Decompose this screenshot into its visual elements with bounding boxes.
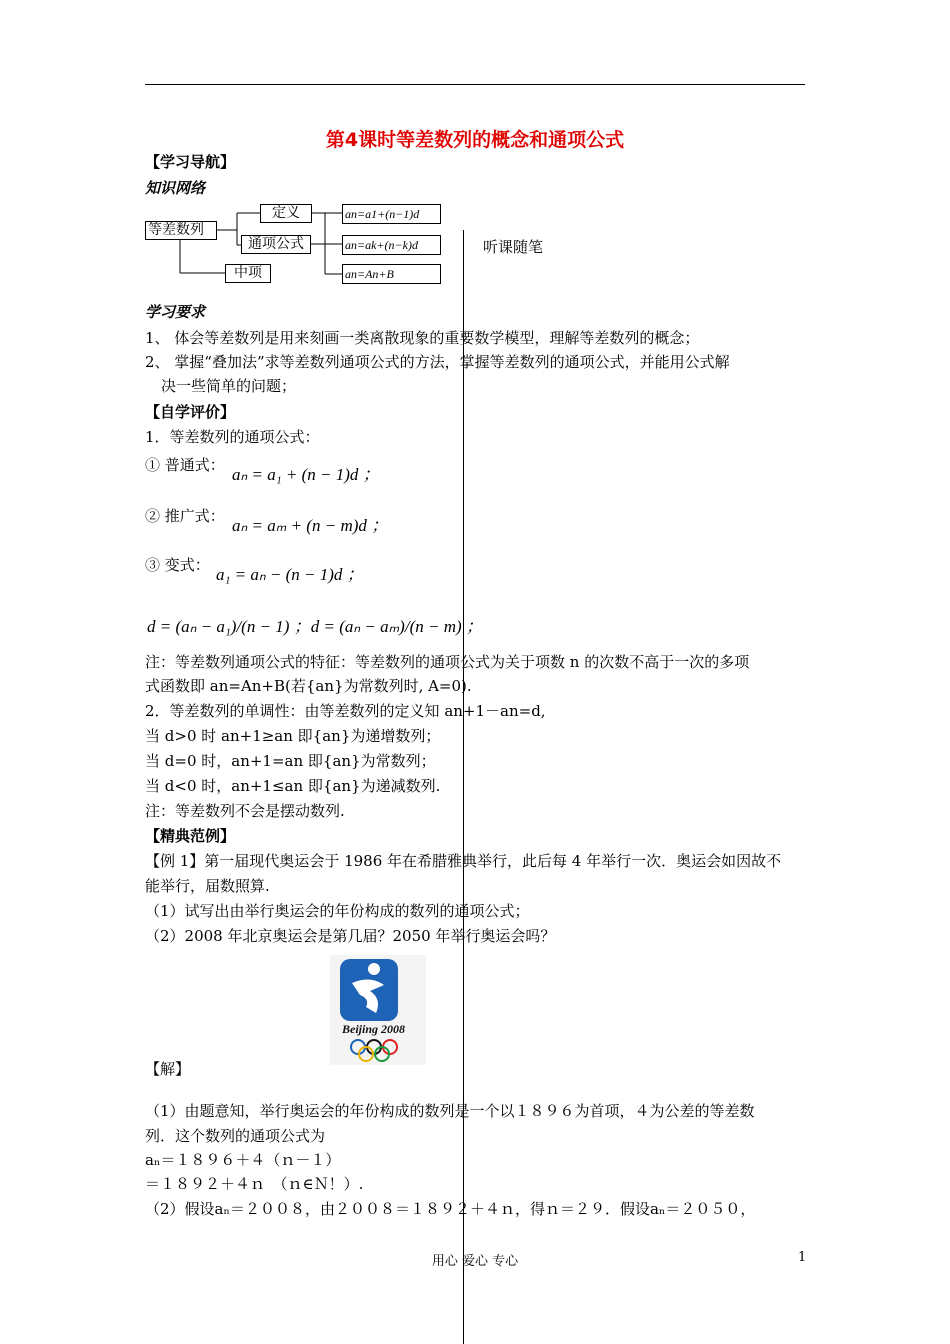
form-general-label: ① 普通式：: [145, 456, 225, 474]
requirement-2: 2、 掌握“叠加法”求等差数列通项公式的方法，掌握等差数列的通项公式，并能用公式解: [145, 353, 730, 371]
example-1-question-1: （1）试写出由举行奥运会的年份构成的数列的通项公式；: [145, 902, 530, 920]
margin-divider: [463, 230, 464, 1344]
diagram-node-root: 等差数列: [145, 221, 217, 240]
side-note-label: 听课随笔: [483, 238, 544, 256]
monotone-increasing: 当 d>0 时 an+1≥an 即{an}为递增数列；: [145, 727, 441, 745]
example-1-question-2: （2）2008 年北京奥运会是第几届？2050 年举行奥运会吗？: [145, 927, 556, 945]
note-1-line-1: 注：等差数列通项公式的特征：等差数列的通项公式为关于项数 n 的次数不高于一次的多项: [145, 653, 750, 671]
point-1-heading: 1．等差数列的通项公式：: [145, 428, 320, 446]
solution-1-line-1: （1）由题意知，举行奥运会的年份构成的数列是一个以１８９６为首项，４为公差的等差数: [145, 1102, 755, 1120]
beijing-2008-logo: [330, 955, 426, 1065]
header-rule: [145, 84, 805, 85]
monotone-decreasing: 当 d<0 时，an+1≤an 即{an}为递减数列.: [145, 777, 441, 795]
diagram-node-formula: 通项公式: [241, 235, 311, 254]
form-variant-equation: a₁ = aₙ − (n − 1)d ；: [216, 565, 364, 584]
requirement-1: 1、 体会等差数列是用来刻画一类离散现象的重要数学模型，理解等差数列的概念；: [145, 329, 700, 347]
form-extended-label: ② 推广式：: [145, 507, 225, 525]
requirement-2-cont: 决一些简单的问题；: [161, 377, 297, 395]
monotone-constant: 当 d=0 时，an+1=an 即{an}为常数列；: [145, 752, 436, 770]
form-general-equation: aₙ = a₁ + (n − 1)d ；: [232, 465, 380, 484]
section-heading-examples: 【精典范例】: [145, 827, 236, 845]
example-1-line-1: 【例 1】第一届现代奥运会于 1986 年在希腊雅典举行，此后每 4 年举行一次．奥运会如因故不: [145, 852, 782, 870]
diagram-node-middle-term: 中项: [225, 264, 271, 283]
form-extended-equation: aₙ = aₘ + (n − m)d ；: [232, 516, 389, 535]
section-heading-self-eval: 【自学评价】: [145, 403, 236, 421]
solution-1-formula-1: aₙ＝１８９６＋４（ｎ－１）: [145, 1151, 341, 1169]
note-2: 注：等差数列不会是摆动数列.: [145, 802, 345, 820]
note-1-line-2: 式函数即 an=An+B(若{an}为常数列时, A=0).: [145, 677, 472, 695]
page-title: 第4课时等差数列的概念和通项公式: [325, 129, 625, 151]
solution-1-line-2: 列．这个数列的通项公式为: [145, 1127, 326, 1145]
diagram-node-definition: 定义: [260, 204, 312, 223]
form-variant-label: ③ 变式：: [145, 556, 210, 574]
svg-text:Beijing 2008: Beijing 2008: [342, 1022, 406, 1036]
section-heading-requirements: 学习要求: [145, 303, 206, 321]
diagram-formula-2: an=ak+(n−k)d: [342, 235, 441, 255]
page-number: 1: [798, 1250, 807, 1265]
diagram-formula-3: an=An+B: [342, 264, 441, 284]
point-2-heading: 2．等差数列的单调性：由等差数列的定义知 an+1－an=d,: [145, 702, 546, 720]
form-d-equations: d = (aₙ − a₁)/(n − 1) ；d = (aₙ − aₘ)/(n − m) ；: [147, 617, 483, 636]
page-footer: 用心 爱心 专心: [431, 1254, 519, 1269]
diagram-formula-1: an=a1+(n−1)d: [342, 204, 441, 224]
section-heading-network: 知识网络: [145, 179, 206, 197]
solution-1-formula-2: ＝１８９２＋４ｎ （ｎ∈Ｎ！）.: [145, 1175, 364, 1193]
solution-label: 【解】: [145, 1060, 191, 1078]
solution-2-line-1: （2）假设aₙ＝２００８，由２００８＝１８９２＋４ｎ，得ｎ＝２９．假设aₙ＝２０５０，: [145, 1200, 756, 1218]
section-heading-nav: 【学习导航】: [145, 153, 236, 171]
example-1-line-2: 能举行，届数照算.: [145, 877, 270, 895]
